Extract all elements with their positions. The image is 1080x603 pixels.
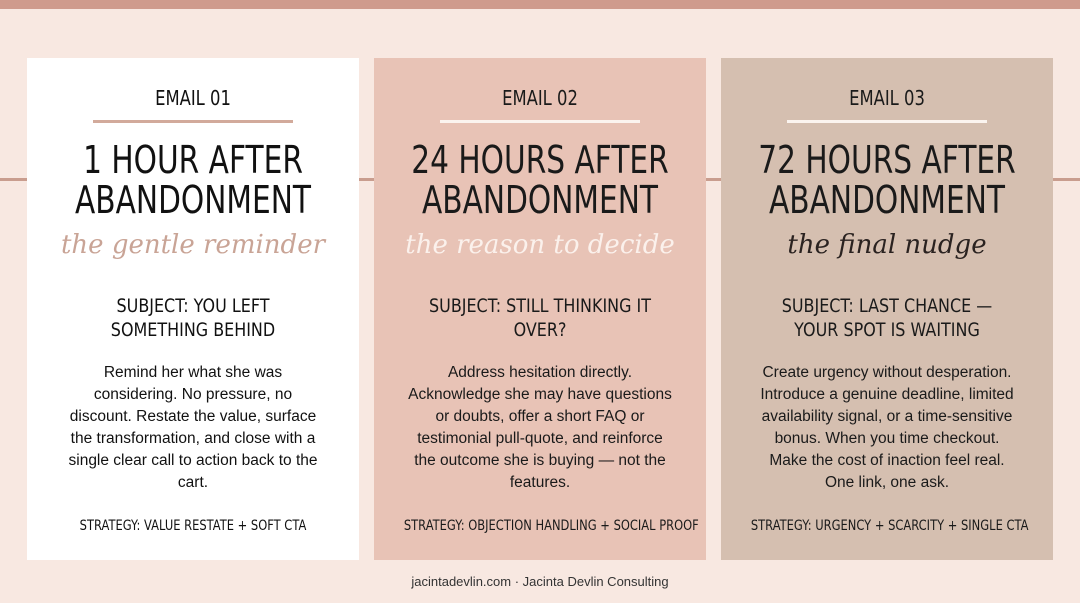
headline-line-2: ABANDONMENT: [422, 178, 658, 222]
headline-line-2: ABANDONMENT: [769, 178, 1005, 222]
footer-credit: jacintadevlin.com · Jacinta Devlin Consulting: [411, 574, 669, 589]
email-strategy: STRATEGY: URGENCY + SCARCITY + SINGLE CTA: [750, 518, 1029, 534]
email-subject: SUBJECT: STILL THINKING IT OVER?: [429, 295, 651, 341]
label-underline: [93, 120, 293, 123]
email-description: Address hesitation directly. Acknowledge she may have questions or doubts, offer a short FAQ or testimonial pull-quote, and reinforce the outcome she is buying — not the features.: [408, 364, 672, 491]
email-tagline: the final nudge: [787, 230, 987, 260]
headline-line-2: ABANDONMENT: [75, 178, 311, 222]
email-description: Create urgency without desperation. Introduce a genuine deadline, limited availability signal, or a time-sensitive bonus. When you time checkout. Make the cost of inaction feel real. One link, one ask.: [760, 364, 1014, 491]
headline-line-1: 24 HOURS AFTER: [411, 138, 669, 182]
label-underline: [787, 120, 987, 123]
email-label: EMAIL 01: [155, 86, 231, 110]
email-strategy: STRATEGY: VALUE RESTATE + SOFT CTA: [79, 518, 307, 534]
email-description: Remind her what she was considering. No pressure, no discount. Restate the value, surface the transformation, and close with a single clear call to action back to the cart.: [68, 364, 318, 491]
email-strategy: STRATEGY: OBJECTION HANDLING + SOCIAL PROOF: [403, 518, 699, 534]
email-subject: SUBJECT: YOU LEFT SOMETHING BEHIND: [110, 295, 276, 341]
label-underline: [440, 120, 640, 123]
email-tagline: the gentle reminder: [60, 230, 326, 260]
email-card-3: [721, 58, 1053, 560]
headline-line-1: 1 HOUR AFTER: [83, 138, 303, 182]
email-headline: [411, 140, 670, 220]
email-subject: SUBJECT: LAST CHANCE — YOUR SPOT IS WAITING: [781, 295, 993, 341]
email-label: EMAIL 02: [502, 86, 578, 110]
email-card-1: [27, 58, 359, 560]
email-headline: [64, 140, 323, 220]
headline-line-1: 72 HOURS AFTER: [758, 138, 1016, 182]
email-card-2: [374, 58, 706, 560]
email-tagline: the reason to decide: [405, 230, 675, 260]
email-label: EMAIL 03: [849, 86, 925, 110]
top-accent-bar: [0, 0, 1080, 9]
email-headline: [758, 140, 1017, 220]
